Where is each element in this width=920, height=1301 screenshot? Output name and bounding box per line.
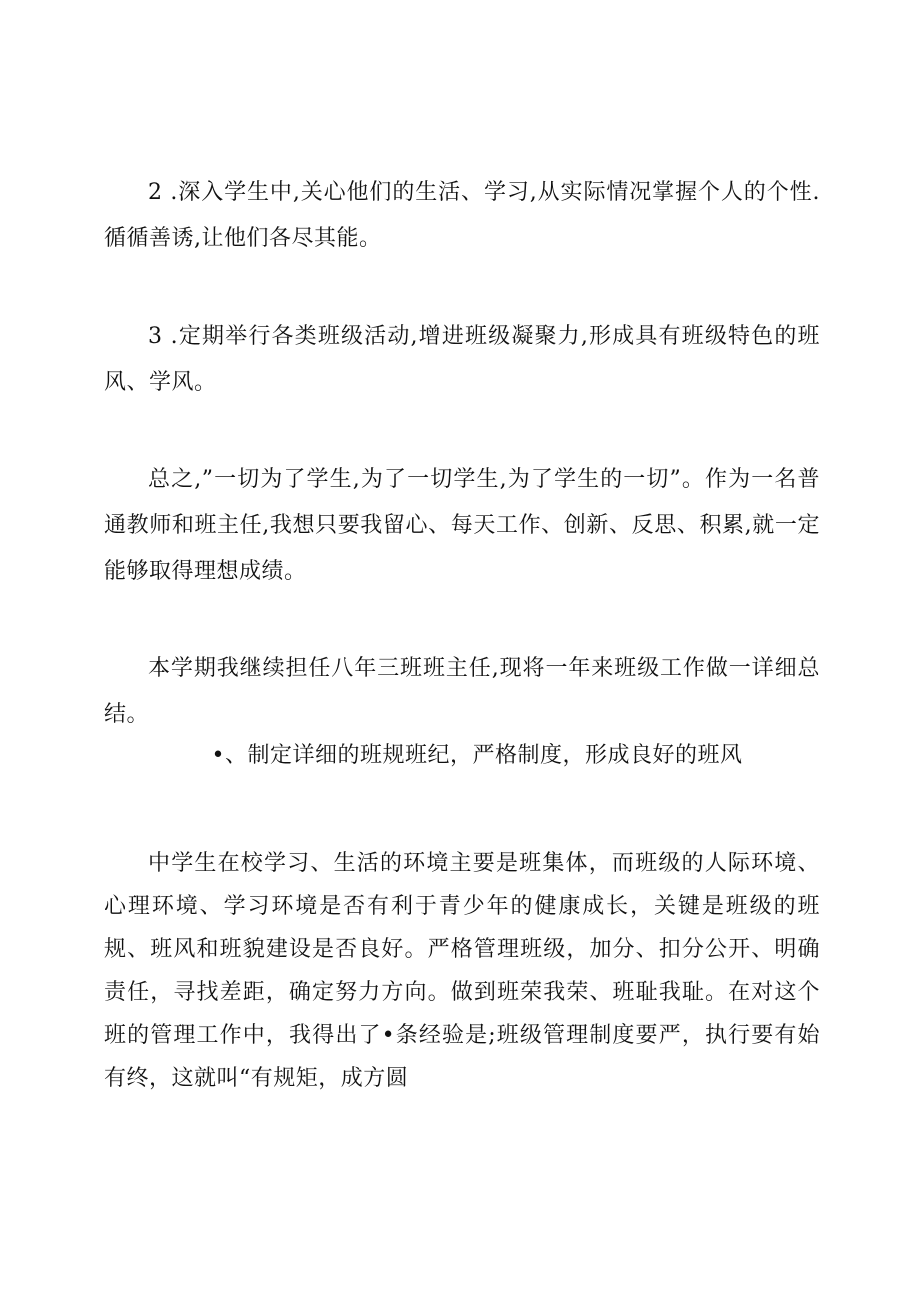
paragraph-semester-intro: 本学期我继续担任八年三班班主任,现将一年来班级工作做一详细总结。 xyxy=(104,656,820,727)
paragraph-conclusion: 总之,”一切为了学生,为了一切学生,为了学生的一切”。作为一名普通教师和班主任,我想只要我留心、每天工作、创新、反思、积累,就一定能够取得理想成绩。 xyxy=(104,467,820,584)
paragraph-item-3: 3 .定期举行各类班级活动,增进班级凝聚力,形成具有班级特色的班风、学风。 xyxy=(104,324,820,395)
paragraph-class-rules: 中学生在校学习、生活的环境主要是班集体，而班级的人际环境、心理环境、学习环境是否有利于青少年的健康成长，关键是班级的班规、班风和班貌建设是否良好。严格管理班级，加分、扣分公开、明确责任，寻找差距，确定努力方向。做到班荣我荣、班耻我耻。在对这个班的管理工作中，我得出了•条经验是;班级管理制度要严，执行要有始有终，这就叫“有规矩，成方圆 xyxy=(104,851,820,1091)
paragraph-item-2: 2 .深入学生中,关心他们的生活、学习,从实际情况掌握个人的个性.循循善诱,让他们各尽其能。 xyxy=(104,180,820,251)
section-heading: •、制定详细的班规班纪，严格制度，形成良好的班风 xyxy=(211,743,743,768)
